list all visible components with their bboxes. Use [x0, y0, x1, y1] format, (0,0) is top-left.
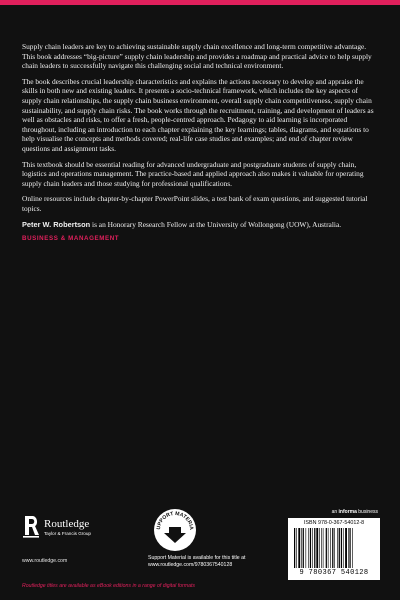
- support-material-text: [148, 555, 268, 569]
- barcode-bar: [319, 528, 320, 568]
- publisher-website: www.routledge.com: [22, 558, 68, 564]
- author-bio-text: is an Honorary Research Fellow at the University of Wollongong (UOW), Australia.: [90, 219, 342, 229]
- blurb-paragraph-4: Online resources include chapter-by-chapter PowerPoint slides, a test bank of exam questions, and suggested tutorial topics.: [22, 194, 368, 213]
- barcode-bar: [294, 528, 295, 568]
- barcode-bar: [298, 528, 300, 568]
- barcode-bar: [308, 528, 309, 568]
- barcode-bar: [343, 528, 344, 568]
- barcode-bar: [332, 528, 333, 568]
- barcode-bar: [303, 528, 304, 568]
- barcode-bar: [296, 528, 297, 568]
- barcode-bar: [352, 528, 353, 568]
- barcode-bar: [301, 528, 302, 568]
- informa-prefix: an: [331, 509, 339, 515]
- blurb-paragraph-2: The book describes crucial leadership characteristics and explains the actions necessary to develop and appraise the skills in both new and existing leaders. It presents a socio-technical framework, which includes the key aspects of supply chain relationships, the supply chain business environment, overall supply chain competitiveness, supply chain sustainability, and supply chain risks. The book works through the recruitment, training, and development of leaders as well as obstacles and risks, to offer a fresh, people-centred approach. Pedagogy to aid learning is incorporated throughout, including an introduction to each chapter explaining the key learnings; tables, diagrams, and equations to help visualise the concepts and methods covered; real-life case studies and examples; and end of chapter review questions and assignment tasks.: [22, 76, 374, 153]
- support-icon-label: UPPORT MATERIA: [155, 510, 195, 531]
- barcode-bar: [328, 528, 329, 568]
- barcode-bar: [341, 528, 342, 568]
- support-material-icon: [153, 508, 197, 552]
- barcode-bar: [323, 528, 324, 568]
- publisher-group: Taylor & Francis Group: [44, 531, 91, 536]
- barcode-bar: [314, 528, 315, 568]
- barcode-bar: [334, 528, 335, 568]
- informa-suffix: business: [356, 509, 378, 515]
- back-cover-text: [22, 42, 378, 242]
- barcode-digits: 9 780367 540128: [299, 569, 369, 577]
- blurb-paragraph-3: This textbook should be essential reading for advanced undergraduate and postgraduate students of supply chain, logistics and operations management. The practice-based and applied approach also makes it valuable for operating supply chain leaders and those studying for professional qualifications.: [22, 159, 364, 188]
- barcode-graphic: [292, 528, 376, 568]
- publisher-logo: [22, 515, 102, 555]
- barcode-bar: [339, 528, 340, 568]
- barcode-bar: [349, 528, 350, 568]
- ebook-note: Routledge titles are available as eBook editions in a range of digital formats: [22, 583, 196, 589]
- barcode-bar: [348, 528, 349, 568]
- informa-brand: informa: [338, 509, 357, 515]
- subject-category: BUSINESS & MANAGEMENT: [22, 235, 120, 243]
- barcode-bar: [316, 528, 318, 568]
- support-line-1: Support Material is available for this title at: [148, 555, 246, 561]
- barcode-bar: [337, 528, 338, 568]
- support-line-2: www.routledge.com/9780367540128: [148, 562, 233, 568]
- barcode-bar: [330, 528, 331, 568]
- barcode-bar: [345, 528, 347, 568]
- isbn-label: ISBN 978-0-367-54012-8: [303, 520, 365, 526]
- author-name: Peter W. Robertson: [22, 219, 91, 229]
- barcode-bar: [326, 528, 327, 568]
- barcode-panel: [288, 518, 380, 580]
- barcode-bar: [321, 528, 322, 568]
- author-bio: [22, 220, 378, 230]
- routledge-logo-icon: [22, 515, 40, 539]
- barcode-bar: [310, 528, 311, 568]
- top-accent-strip: [0, 0, 400, 5]
- barcode-bar: [306, 528, 307, 568]
- informa-tagline: [332, 509, 378, 515]
- blurb-paragraph-1: Supply chain leaders are key to achieving sustainable supply chain excellence and long-term competitive advantage. This book addresses “big-picture” supply chain leadership and provides a roadmap and practical advice to help supply chain leaders to successfully navigate this challenging social and technical environment.: [22, 42, 372, 71]
- publisher-name: Routledge: [44, 518, 90, 530]
- barcode-bar: [312, 528, 313, 568]
